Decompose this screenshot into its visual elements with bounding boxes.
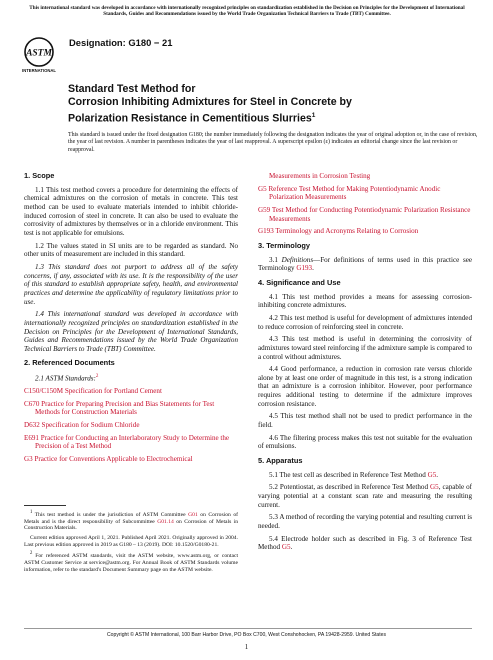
ref-g5-link[interactable]: G5 bbox=[258, 184, 267, 193]
footnote-1-edition: Current edition approved April 1, 2021. Published April 2021. Originally approved in 2004. Last previous edition approved in 2019 as G180 – 13 (2019). DOI: 10.1520/G0180-21. bbox=[24, 534, 238, 548]
para-5-1 bbox=[258, 471, 472, 480]
section-terminology-heading: 3. Terminology bbox=[258, 240, 311, 250]
ref-g3 bbox=[24, 455, 238, 464]
para-5-1-text: 5.1 The test cell as described in Reference Test Method bbox=[269, 470, 428, 479]
para-5-2 bbox=[258, 483, 472, 509]
footnote-1-text-c: on Corrosion of Metals in Construction Materials. bbox=[24, 518, 239, 532]
ref-d632-link[interactable]: D632 bbox=[24, 421, 40, 430]
para-5-2-end: , capable of varying potential at a constant scan rate and measuring the resulting current. bbox=[258, 483, 472, 509]
page-number: 1 bbox=[244, 643, 249, 651]
para-3-1-end: . bbox=[312, 264, 314, 273]
para-1-4: 1.4 This international standard was developed in accordance with internationally recognized principles on standardization established in the Decision on Principles for the Development of International Standards, Guides and Recommendations issued by the World Trade Organization Technical Barriers to Trade (TBT) Committee. bbox=[24, 310, 238, 353]
para-4-4: 4.4 Good performance, a reduction in corrosion rate versus chloride alone by at least one order of magnitude in this test, is a strong indication that an admixture is a corrosion inhibitor. However, poor performance requires additional testing to determine if the admixture improves corrosion resistance. bbox=[258, 365, 472, 408]
para-5-2-g5-link[interactable]: G5 bbox=[430, 483, 439, 492]
footnote-2-marker[interactable]: 2 bbox=[95, 374, 99, 380]
ref-g193 bbox=[258, 227, 472, 236]
ref-c670-title[interactable]: Practice for Preparing Precision and Bias Statements for Test Methods for Construction Materials bbox=[35, 399, 215, 417]
copyright-divider bbox=[24, 628, 472, 629]
footnote-1-text-b: on Corrosion of Metals and is the direct responsibility of Subcommittee bbox=[24, 511, 238, 525]
para-5-2-text: 5.2 Potentiostat, as described in Reference Test Method bbox=[269, 483, 431, 492]
para-4-6: 4.6 The filtering process makes this test not suitable for the evaluation of emulsions. bbox=[258, 433, 472, 451]
tbt-notice: This international standard was developed in accordance with internationally recognized principles on standardization established in the Decision on Principles for the Development of International Standards, Guides and Recommendations issued by the World Trade Organization Technical Barriers to Trade (TBT) Committee. bbox=[29, 5, 465, 18]
para-5-1-end: . bbox=[436, 470, 439, 479]
footnote-2 bbox=[24, 551, 238, 573]
section-significance-heading: 4. Significance and Use bbox=[258, 277, 341, 287]
ref-c150 bbox=[24, 387, 238, 396]
footnote-divider bbox=[24, 505, 66, 506]
title-line-3-text: Polarization Resistance in Cementitious Slurries bbox=[68, 112, 312, 125]
ref-c150-title[interactable]: Specification for Portland Cement bbox=[64, 387, 162, 396]
footnote-2-text: For referenced ASTM standards, visit the ASTM website, www.astm.org, or contact ASTM Customer Service at service@astm.org. For Annual Book of ASTM Standards volume information, refer to the standard's Document Summary page on the ASTM website. bbox=[24, 553, 238, 573]
right-column bbox=[258, 172, 472, 556]
ref-g3-link[interactable]: G3 bbox=[24, 455, 33, 464]
ref-d632-title[interactable]: Specification for Sodium Chloride bbox=[41, 421, 140, 430]
ref-g59 bbox=[258, 206, 472, 223]
ref-e691-title[interactable]: Practice for Conducting an Interlaboratory Study to Determine the Precision of a Test Method bbox=[35, 433, 230, 451]
para-4-5: 4.5 This test method shall not be used to predict performance in the field. bbox=[258, 412, 472, 430]
para-5-1-g5-link[interactable]: G5 bbox=[427, 470, 437, 479]
para-5-4 bbox=[258, 535, 472, 552]
footnote-1-text-a: This test method is under the jurisdiction of ASTM Committee bbox=[34, 511, 189, 518]
para-3-1-g193-link[interactable]: G193 bbox=[296, 264, 313, 273]
ref-g193-title[interactable]: Terminology and Acronyms Relating to Corrosion bbox=[275, 227, 419, 236]
section-referenced-docs-heading: 2. Referenced Documents bbox=[24, 358, 115, 368]
title-line-2: Corrosion Inhibiting Admixtures for Steel in Concrete by bbox=[68, 96, 352, 108]
para-5-3: 5.3 A method of recording the varying potential and resulting current is needed. bbox=[258, 513, 472, 530]
para-3-1-prefix: 3.1 bbox=[269, 255, 282, 264]
para-1-1: 1.1 This test method covers a procedure for determining the effects of chemical admixtures on the corrosion of metals in concrete. This test method can be used to evaluate materials intended to inhibit chloride-induced corrosion of steel in concrete. It can also be used to evaluate the corrosivity of admixtures by themselves or in a chloride environment. This test is not applicable for emulsions. bbox=[24, 185, 238, 237]
copyright-line: Copyright © ASTM International, 100 Barr Harbor Drive, PO Box C700, West Conshohocken, PA 19428-2959. United States bbox=[106, 632, 387, 638]
logo-text: ASTM bbox=[26, 48, 52, 59]
ref-g5-title[interactable]: Reference Test Method for Making Potentiodynamic Anodic Polarization Measurements bbox=[268, 184, 441, 202]
footnote-1 bbox=[24, 510, 238, 532]
para-3-1-definitions: Definitions bbox=[281, 255, 314, 264]
footnote-1-g01-link[interactable]: G01 bbox=[188, 511, 198, 518]
fixed-designation-note: This standard is issued under the fixed designation G180; the number immediately following the designation indicates the year of original adoption or, in the case of revision, the year of last revision. A number in parentheses indicates the year of last reapproval. A superscript epsilon (ε) indicates an editorial change since the last revision or reapproval. bbox=[68, 132, 478, 153]
para-2-1 bbox=[24, 373, 238, 383]
ref-g59-title[interactable]: Test Method for Conducting Potentiodynamic Polarization Resistance Measurements bbox=[269, 205, 471, 223]
footnote-2-marker-bottom: 2 bbox=[30, 551, 33, 557]
ref-g59-link[interactable]: G59 bbox=[258, 205, 271, 214]
document-title bbox=[68, 83, 448, 126]
footnote-1-g0114-link[interactable]: G01.14 bbox=[157, 518, 174, 525]
astm-logo-icon bbox=[22, 36, 56, 74]
ref-g193-link[interactable]: G193 bbox=[258, 227, 274, 236]
ref-e691-link[interactable]: E691 bbox=[24, 433, 39, 442]
para-5-4-end: . bbox=[290, 543, 293, 552]
footnote-1-marker: 1 bbox=[30, 510, 33, 515]
logo-subtext: INTERNATIONAL bbox=[22, 68, 56, 73]
para-1-3: 1.3 This standard does not purport to address all of the safety concerns, if any, associated with its use. It is the responsibility of the user of this standard to establish appropriate safety, health, and environmental practices and determine the applicability of regulatory limitations prior to use. bbox=[24, 262, 238, 306]
para-4-3: 4.3 This test method is useful in determining the corrosivity of admixtures toward steel reinforcing if the admixture sample is compared to a control without admixtures. bbox=[258, 335, 472, 361]
para-5-4-g5-link[interactable]: G5 bbox=[281, 543, 291, 552]
section-apparatus-heading: 5. Apparatus bbox=[258, 456, 303, 466]
para-4-2: 4.2 This test method is useful for development of admixtures intended to reduce corrosion of reinforcing steel in concrete. bbox=[258, 313, 472, 331]
ref-c150-link[interactable]: C150/C150M bbox=[24, 387, 64, 396]
para-4-1: 4.1 This test method provides a means for assessing corrosion-inhibiting concrete admixtures. bbox=[258, 292, 472, 310]
ref-c670-link[interactable]: C670 bbox=[24, 399, 40, 408]
astm-logo bbox=[22, 36, 56, 74]
footnotes bbox=[24, 510, 238, 576]
left-column bbox=[24, 172, 238, 468]
title-footnote-marker: 1 bbox=[311, 112, 316, 119]
para-3-1 bbox=[258, 256, 472, 273]
para-1-2: 1.2 The values stated in SI units are to be regarded as standard. No other units of measurement are included in this standard. bbox=[24, 241, 238, 259]
ref-g3-continued bbox=[258, 172, 472, 181]
para-2-1-text: 2.1 ASTM Standards: bbox=[35, 374, 96, 383]
title-line-3 bbox=[68, 109, 448, 126]
para-5-4-text: 5.4 Electrode holder such as described in Fig. 3 of Reference Test Method bbox=[258, 534, 472, 552]
section-scope-heading: 1. Scope bbox=[24, 171, 55, 180]
ref-c670 bbox=[24, 400, 238, 417]
para-3-1-text: —For definitions of terms used in this practice see Terminology bbox=[258, 255, 473, 273]
ref-g3-title[interactable]: Practice for Conventions Applicable to Electrochemical bbox=[34, 455, 193, 464]
ref-e691 bbox=[24, 434, 238, 451]
ref-d632 bbox=[24, 421, 238, 430]
designation: Designation: G180 − 21 bbox=[69, 37, 173, 48]
ref-g5 bbox=[258, 185, 472, 202]
ref-g3-title-continued[interactable]: Measurements in Corrosion Testing bbox=[269, 172, 371, 180]
title-line-1: Standard Test Method for bbox=[68, 83, 196, 95]
